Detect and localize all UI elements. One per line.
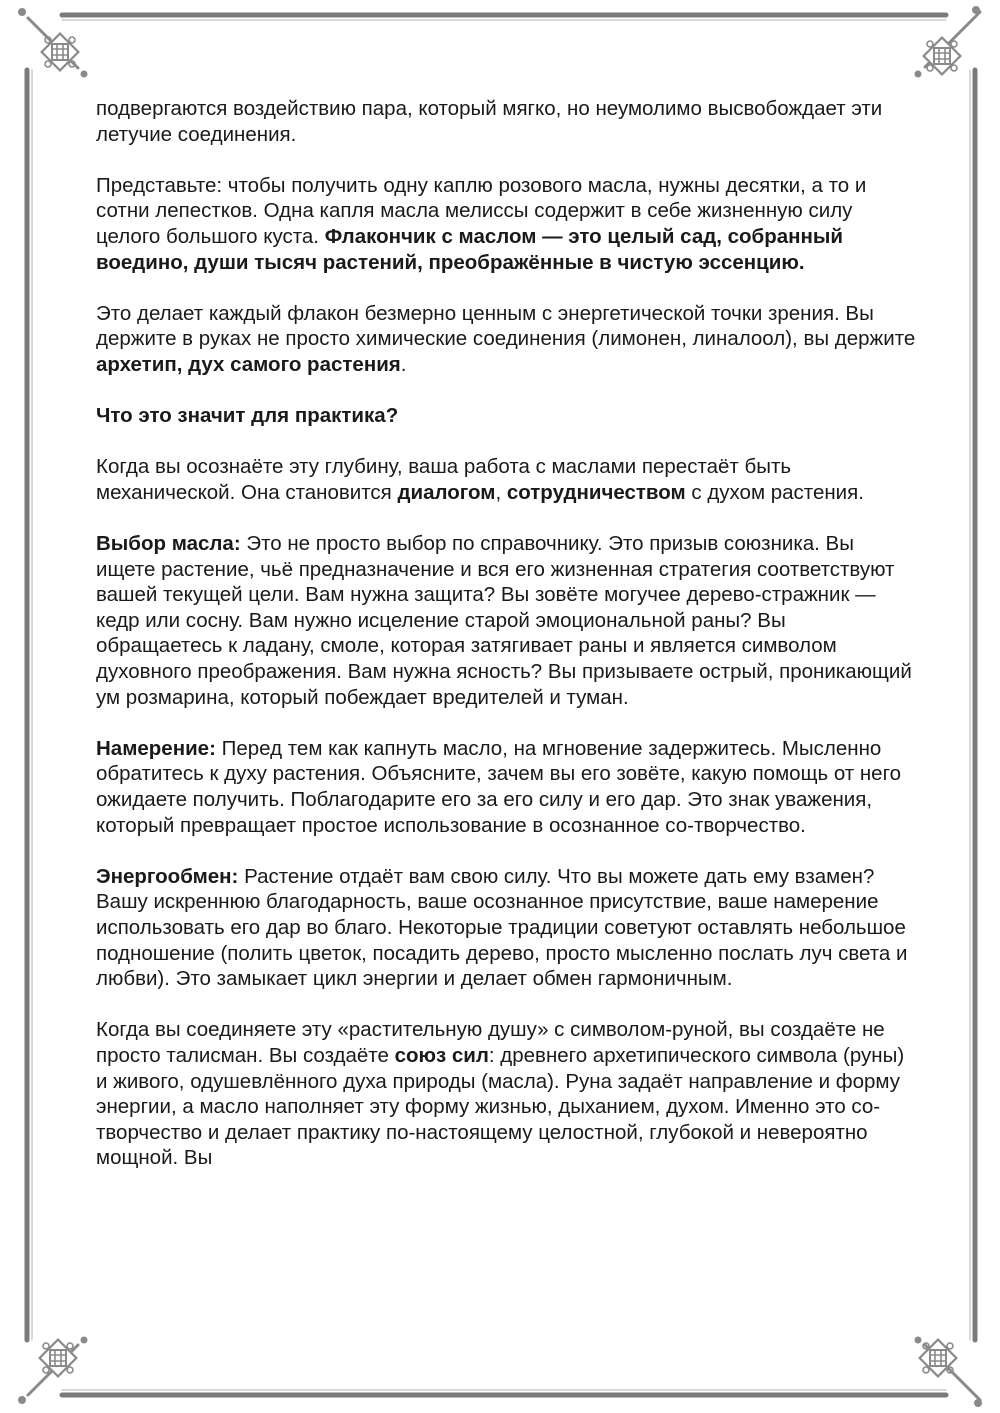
text-run: с духом растения.	[685, 480, 864, 504]
text-run: Перед тем как капнуть масло, на мгновение задержитесь. Мысленно обратитесь к духу растения. Объясните, зачем вы его зовёте, какую помощь от него ожидаете получить. Поблагодарите его за его силу и его дар. Это знак уважения, который превращает простое использование в осознанное со-творчество.	[96, 736, 902, 837]
paragraph-energy-exchange	[96, 864, 916, 992]
paragraph-continuation	[96, 96, 916, 147]
bold-run: диалогом	[397, 480, 496, 504]
bold-run: союз сил	[394, 1043, 489, 1067]
paragraph-intention	[96, 736, 916, 838]
heading-text: Что это значит для практика?	[96, 404, 399, 428]
section-heading	[96, 403, 916, 429]
paragraph-dialogue	[96, 454, 916, 505]
paragraph-union-of-forces	[96, 1017, 916, 1171]
celtic-knot-icon-bottom-right	[920, 1340, 957, 1377]
term-label: Энергообмен:	[96, 864, 239, 888]
paragraph-rose-oil	[96, 173, 916, 275]
text-run: Когда вы соединяете эту «растительную душу» с символом-руной, вы создаёте не просто талисман. Вы создаёте	[96, 1018, 885, 1067]
text-run: Растение отдаёт вам свою силу. Что вы можете дать ему взамен? Вашу искреннюю благодарность, ваше осознанное присутствие, ваше намерение использовать его дар во благо. Некоторые традиции советуют оставлять небольшое подношение (полить цветок, посадить дерево, просто мысленно послать луч света и любви). Это замыкает цикл энергии и делает обмен гармоничным.	[96, 864, 908, 991]
text-run: Представьте: чтобы получить одну каплю розового масла, нужны десятки, а то и сотни лепестков. Одна капля масла мелиссы содержит в себе жизненную силу целого большого куста.	[96, 173, 867, 248]
bold-run: сотрудничеством	[506, 480, 686, 504]
celtic-knot-icon-bottom-left	[40, 1340, 77, 1377]
body-text	[96, 96, 916, 1171]
text-run: Это делает каждый флакон безмерно ценным с энергетической точки зрения. Вы держите в руках не просто химические соединения (лимонен, линалоол), вы держите	[96, 301, 916, 351]
paragraph-energy-value	[96, 301, 916, 378]
bold-run: архетип, дух самого растения	[96, 352, 401, 376]
text-run: .	[400, 352, 407, 376]
paragraph-oil-choice	[96, 531, 916, 710]
celtic-knot-icon-top-right	[924, 38, 961, 75]
text-run: Когда вы осознаёте эту глубину, ваша работа с маслами перестаёт быть механической. Она становится	[96, 455, 792, 504]
text-run: : древнего архетипического символа (руны) и живого, одушевлённого духа природы (масла). Руна задаёт направление и форму энергии, а масло наполняет эту форму жизнью, дыханием, духом. Именно это со-творчество и делает практику по-настоящему целостной, глубокой и невероятно мощной. Вы	[96, 1043, 905, 1170]
bold-run: Флакончик с маслом — это целый сад, собранный воедино, души тысяч растений, преображённые в чистую эссенцию.	[96, 224, 844, 274]
text-run: Это не просто выбор по справочнику. Это призыв союзника. Вы ищете растение, чьё предназначение и вся его жизненная стратегия соответствуют вашей текущей цели. Вам нужна защита? Вы зовёте могучее дерево-стражник — кедр или сосну. Вам нужно исцеление старой эмоциональной раны? Вы обращаетесь к ладану, смоле, которая затягивает раны и является символом духовного преображения. Вам нужна ясность? Вы призываете острый, проникающий ум розмарина, который побеждает вредителей и туман.	[96, 532, 912, 709]
term-label: Намерение:	[96, 736, 216, 760]
text-run: ,	[495, 480, 507, 504]
text-run: подвергаются воздействию пара, который мягко, но неумолимо высвобождает эти летучие соединения.	[96, 97, 883, 146]
term-label: Выбор масла:	[96, 532, 241, 556]
celtic-knot-icon-top-left	[42, 34, 79, 71]
